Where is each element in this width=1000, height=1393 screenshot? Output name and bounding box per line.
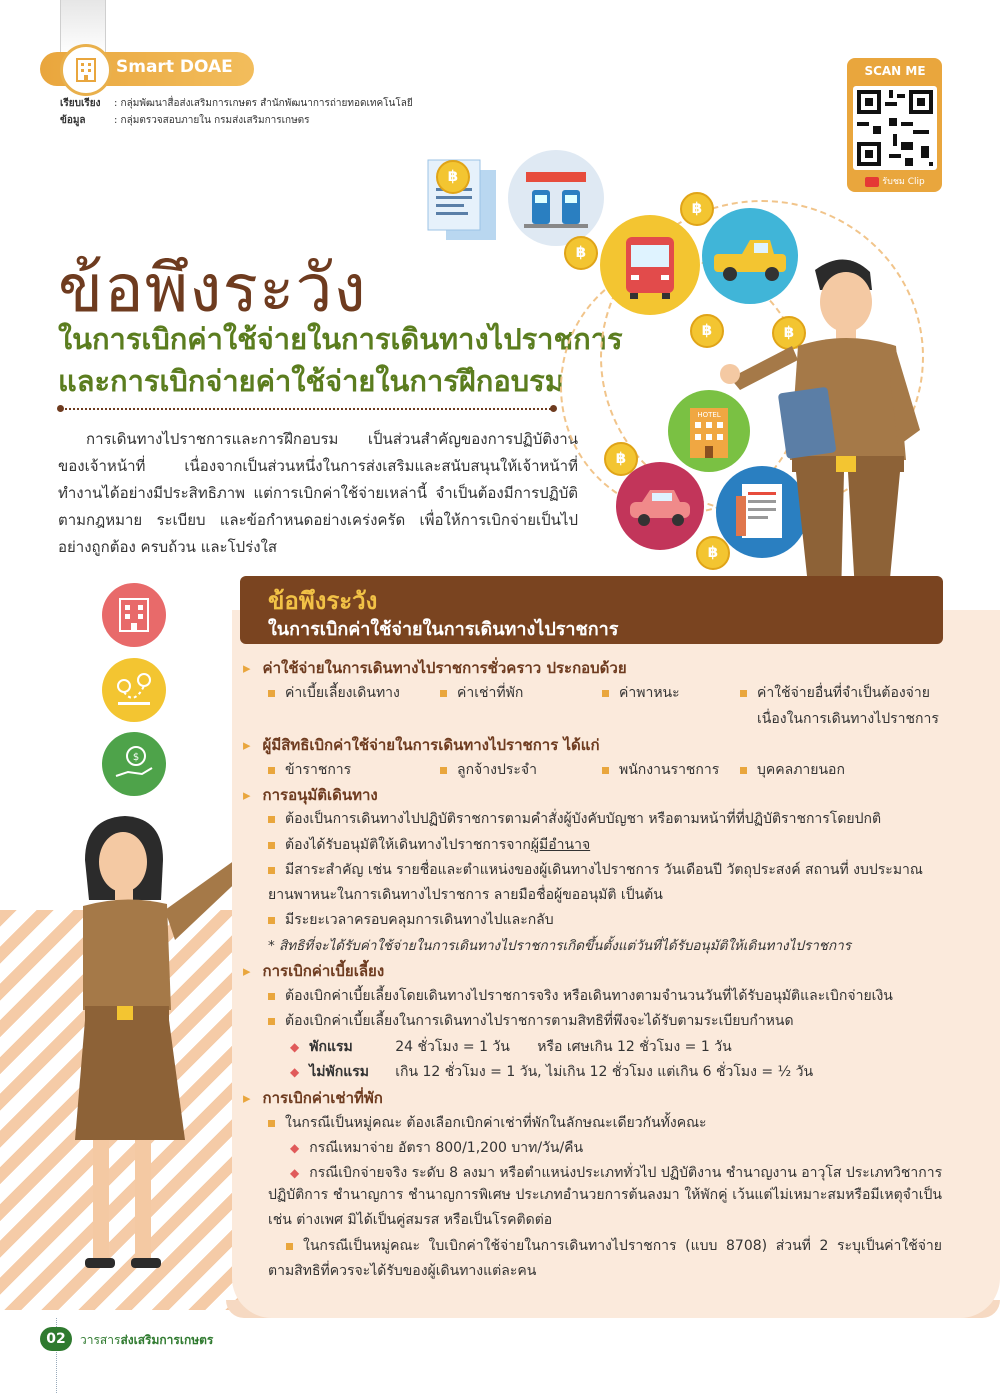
baht-coin-icon: ฿ bbox=[564, 236, 598, 270]
list-item: ค่าเช่าที่พัก bbox=[440, 682, 523, 704]
bullet-paragraph: ในกรณีเป็นหมู่คณะ ใบเบิกค่าใช้จ่ายในการเดินทางไปราชการ (แบบ 8708) ส่วนที่ 2 ระบุเป็นค่าใช้จ่ายตามสิทธิที่ควรจะได้รับของผู้เดินทางแต่ละคน bbox=[268, 1238, 942, 1279]
badge-label: Smart DOAE bbox=[116, 57, 233, 77]
credit-value: : กลุ่มตรวจสอบภายใน กรมส่งเสริมการเกษตร bbox=[114, 115, 310, 126]
bullet-text: มีสาระสำคัญ เช่น รายชื่อและตำแหน่งของผู้เดินทางไปราชการ วันเดือนปี วัตถุประสงค์ สถานที่ งบประมาณ bbox=[268, 859, 923, 881]
baht-coin-icon: ฿ bbox=[604, 442, 638, 476]
baht-coin-icon: ฿ bbox=[436, 160, 470, 194]
list-item: ค่าใช้จ่ายอื่นที่จำเป็นต้องจ่าย bbox=[740, 682, 930, 704]
svg-text:$: $ bbox=[132, 752, 140, 763]
building-logo-icon bbox=[60, 44, 112, 96]
section-heading-allowance: ▸ การเบิกค่าเบี้ยเลี้ยง bbox=[243, 959, 384, 983]
divider-dot bbox=[550, 405, 557, 412]
baht-coin-icon: ฿ bbox=[696, 536, 730, 570]
office-building-icon bbox=[102, 583, 166, 647]
page-subtitle-line2: และการเบิกจ่ายค่าใช้จ่ายในการฝึกอบรม bbox=[58, 364, 564, 398]
qr-code-icon[interactable] bbox=[853, 86, 937, 170]
bullet-text: ต้องเบิกค่าเบี้ยเลี้ยงโดยเดินทางไปราชการจริง หรือเดินทางตามจำนวนวันที่ได้รับอนุมัติและเบิกจ่ายเงิน bbox=[268, 985, 893, 1007]
magazine-name: วารสารส่งเสริมการเกษตร bbox=[80, 1333, 214, 1347]
section-heading-approval: ▸ การอนุมัติเดินทาง bbox=[243, 783, 378, 807]
list-item: บุคคลภายนอก bbox=[740, 759, 845, 781]
fuel-station-icon bbox=[508, 150, 604, 246]
credit-label: เรียบเรียง bbox=[60, 98, 101, 109]
baht-coin-icon: ฿ bbox=[680, 192, 714, 226]
section-heading-eligible: ▸ ผู้มีสิทธิเบิกค่าใช้จ่ายในการเดินทางไปราชการ ได้แก่ bbox=[243, 733, 600, 757]
list-item-continuation: เนื่องในการเดินทางไปราชการ bbox=[757, 711, 939, 727]
qr-clip-label bbox=[853, 174, 937, 188]
bullet-text: ในกรณีเป็นหมู่คณะ ต้องเลือกเบิกค่าเช่าที่พักในลักษณะเดียวกันทั้งคณะ bbox=[268, 1112, 707, 1134]
divider bbox=[58, 408, 554, 410]
list-item: ค่าพาหนะ bbox=[602, 682, 680, 704]
intro-paragraph: การเดินทางไปราชการและการฝึกอบรม เป็นส่วนสำคัญของการปฏิบัติงานของเจ้าหน้าที่ เนื่องจากเป็นส่วนหนึ่งในการส่งเสริมและสนับสนุนให้เจ้าหน้าที่ทำงานได้อย่างมีประสิทธิภาพ แต่การเบิกค่าใช้จ่ายเหล่านี้ จำเป็นต้องมีการปฏิบัติตามกฎหมาย ระเบียบ และข้อกำหนดอย่างเคร่งครัด เพื่อให้การเบิกจ่ายเป็นไปอย่างถูกต้อง ครบถ้วน และโปร่งใส bbox=[58, 430, 578, 556]
route-map-pin-icon bbox=[102, 658, 166, 722]
clip-text: รับชม Clip bbox=[882, 177, 925, 187]
money-hand-icon bbox=[102, 732, 166, 796]
bullet-text: ต้องเบิกค่าเบี้ยเลี้ยงในการเดินทางไปราชการตามสิทธิที่พึงจะได้รับตามระเบียบกำหนด bbox=[268, 1010, 794, 1032]
page-title: ข้อพึงระวัง bbox=[58, 250, 367, 327]
bullet-text-continuation: ยานพาหนะในการเดินทางไปราชการ ลายมือชื่อผู้ขออนุมัติ เป็นต้น bbox=[268, 887, 663, 903]
section-heading-expenses: ▸ ค่าใช้จ่ายในการเดินทางไปราชการชั่วคราว ประกอบด้วย bbox=[243, 656, 627, 680]
credit-value: : กลุ่มพัฒนาสื่อส่งเสริมการเกษตร สำนักพัฒนาการถ่ายทอดเทคโนโลยี bbox=[114, 98, 413, 109]
allowance-rule-no-overnight: ◆ ไม่พักแรม เกิน 12 ชั่วโมง = 1 วัน, ไม่เกิน 12 ชั่วโมง แต่เกิน 6 ชั่วโมง = ½ วัน bbox=[290, 1064, 814, 1080]
bullet-text: ต้องเป็นการเดินทางไปปฏิบัติราชการตามคำสั่งผู้บังคับบัญชา หรือตามหน้าที่ที่ปฏิบัติราชการโดยปกติ bbox=[268, 808, 881, 830]
list-item: พนักงานราชการ bbox=[602, 759, 719, 781]
panel-title: ข้อพึงระวัง bbox=[268, 587, 378, 615]
youtube-icon bbox=[865, 177, 879, 187]
bullet-text: มีระยะเวลาครอบคลุมการเดินทางไปและกลับ bbox=[268, 909, 554, 931]
sub-bullet: ◆ กรณีเหมาจ่าย อัตรา 800/1,200 บาท/วัน/คืน bbox=[290, 1140, 584, 1156]
credit-label: ข้อมูล bbox=[60, 115, 86, 126]
list-item: ลูกจ้างประจำ bbox=[440, 759, 537, 781]
baht-coin-icon: ฿ bbox=[690, 314, 724, 348]
sub-bullet: ◆ กรณีเบิกจ่ายจริง ระดับ 8 ลงมา หรือตำแหน่งประเภททั่วไป ปฏิบัติงาน ชำนาญงาน อาวุโส ประเภทวิชาการ bbox=[290, 1165, 943, 1181]
list-item: ค่าเบี้ยเลี้ยงเดินทาง bbox=[268, 682, 400, 704]
allowance-rule-overnight: ◆ พักแรม 24 ชั่วโมง = 1 วัน หรือ เศษเกิน 12 ชั่วโมง = 1 วัน bbox=[290, 1039, 732, 1055]
sub-bullet-continuation: ปฏิบัติการ ชำนาญการ ชำนาญการพิเศษ ประเภทอำนวยการต้นลงมา ให้พักคู่ เว้นแต่ไม่เหมาะสมหรือมีเหตุจำเป็นเช่น ต่างเพศ มิได้เป็นคู่สมรส หรือเป็นโรคติดต่อ bbox=[268, 1187, 942, 1228]
bus-icon bbox=[600, 215, 700, 315]
section-heading-lodging: ▸ การเบิกค่าเช่าที่พัก bbox=[243, 1086, 383, 1110]
page-number: 02 bbox=[40, 1327, 72, 1351]
svg-text:HOTEL: HOTEL bbox=[697, 411, 721, 419]
credit-compiled bbox=[60, 96, 413, 111]
page-subtitle-line1: ในการเบิกค่าใช้จ่ายในการเดินทางไปราชการ bbox=[58, 322, 623, 356]
bullet-text: ต้องได้รับอนุมัติให้เดินทางไปราชการจากผู้มีอำนาจ bbox=[268, 834, 590, 856]
car-icon bbox=[616, 462, 704, 550]
qr-title: SCAN ME bbox=[864, 64, 926, 78]
list-item: ข้าราชการ bbox=[268, 759, 351, 781]
panel-subtitle: ในการเบิกค่าใช้จ่ายในการเดินทางไปราชการ bbox=[268, 619, 619, 640]
credit-source bbox=[60, 113, 310, 128]
approval-note: * สิทธิที่จะได้รับค่าใช้จ่ายในการเดินทางไปราชการเกิดขึ้นตั้งแต่วันที่ได้รับอนุมัติให้เดินทางไปราชการ bbox=[268, 938, 851, 954]
baht-coin-icon: ฿ bbox=[772, 316, 806, 350]
authority-link: ผู้มีอำนาจ bbox=[530, 837, 591, 853]
